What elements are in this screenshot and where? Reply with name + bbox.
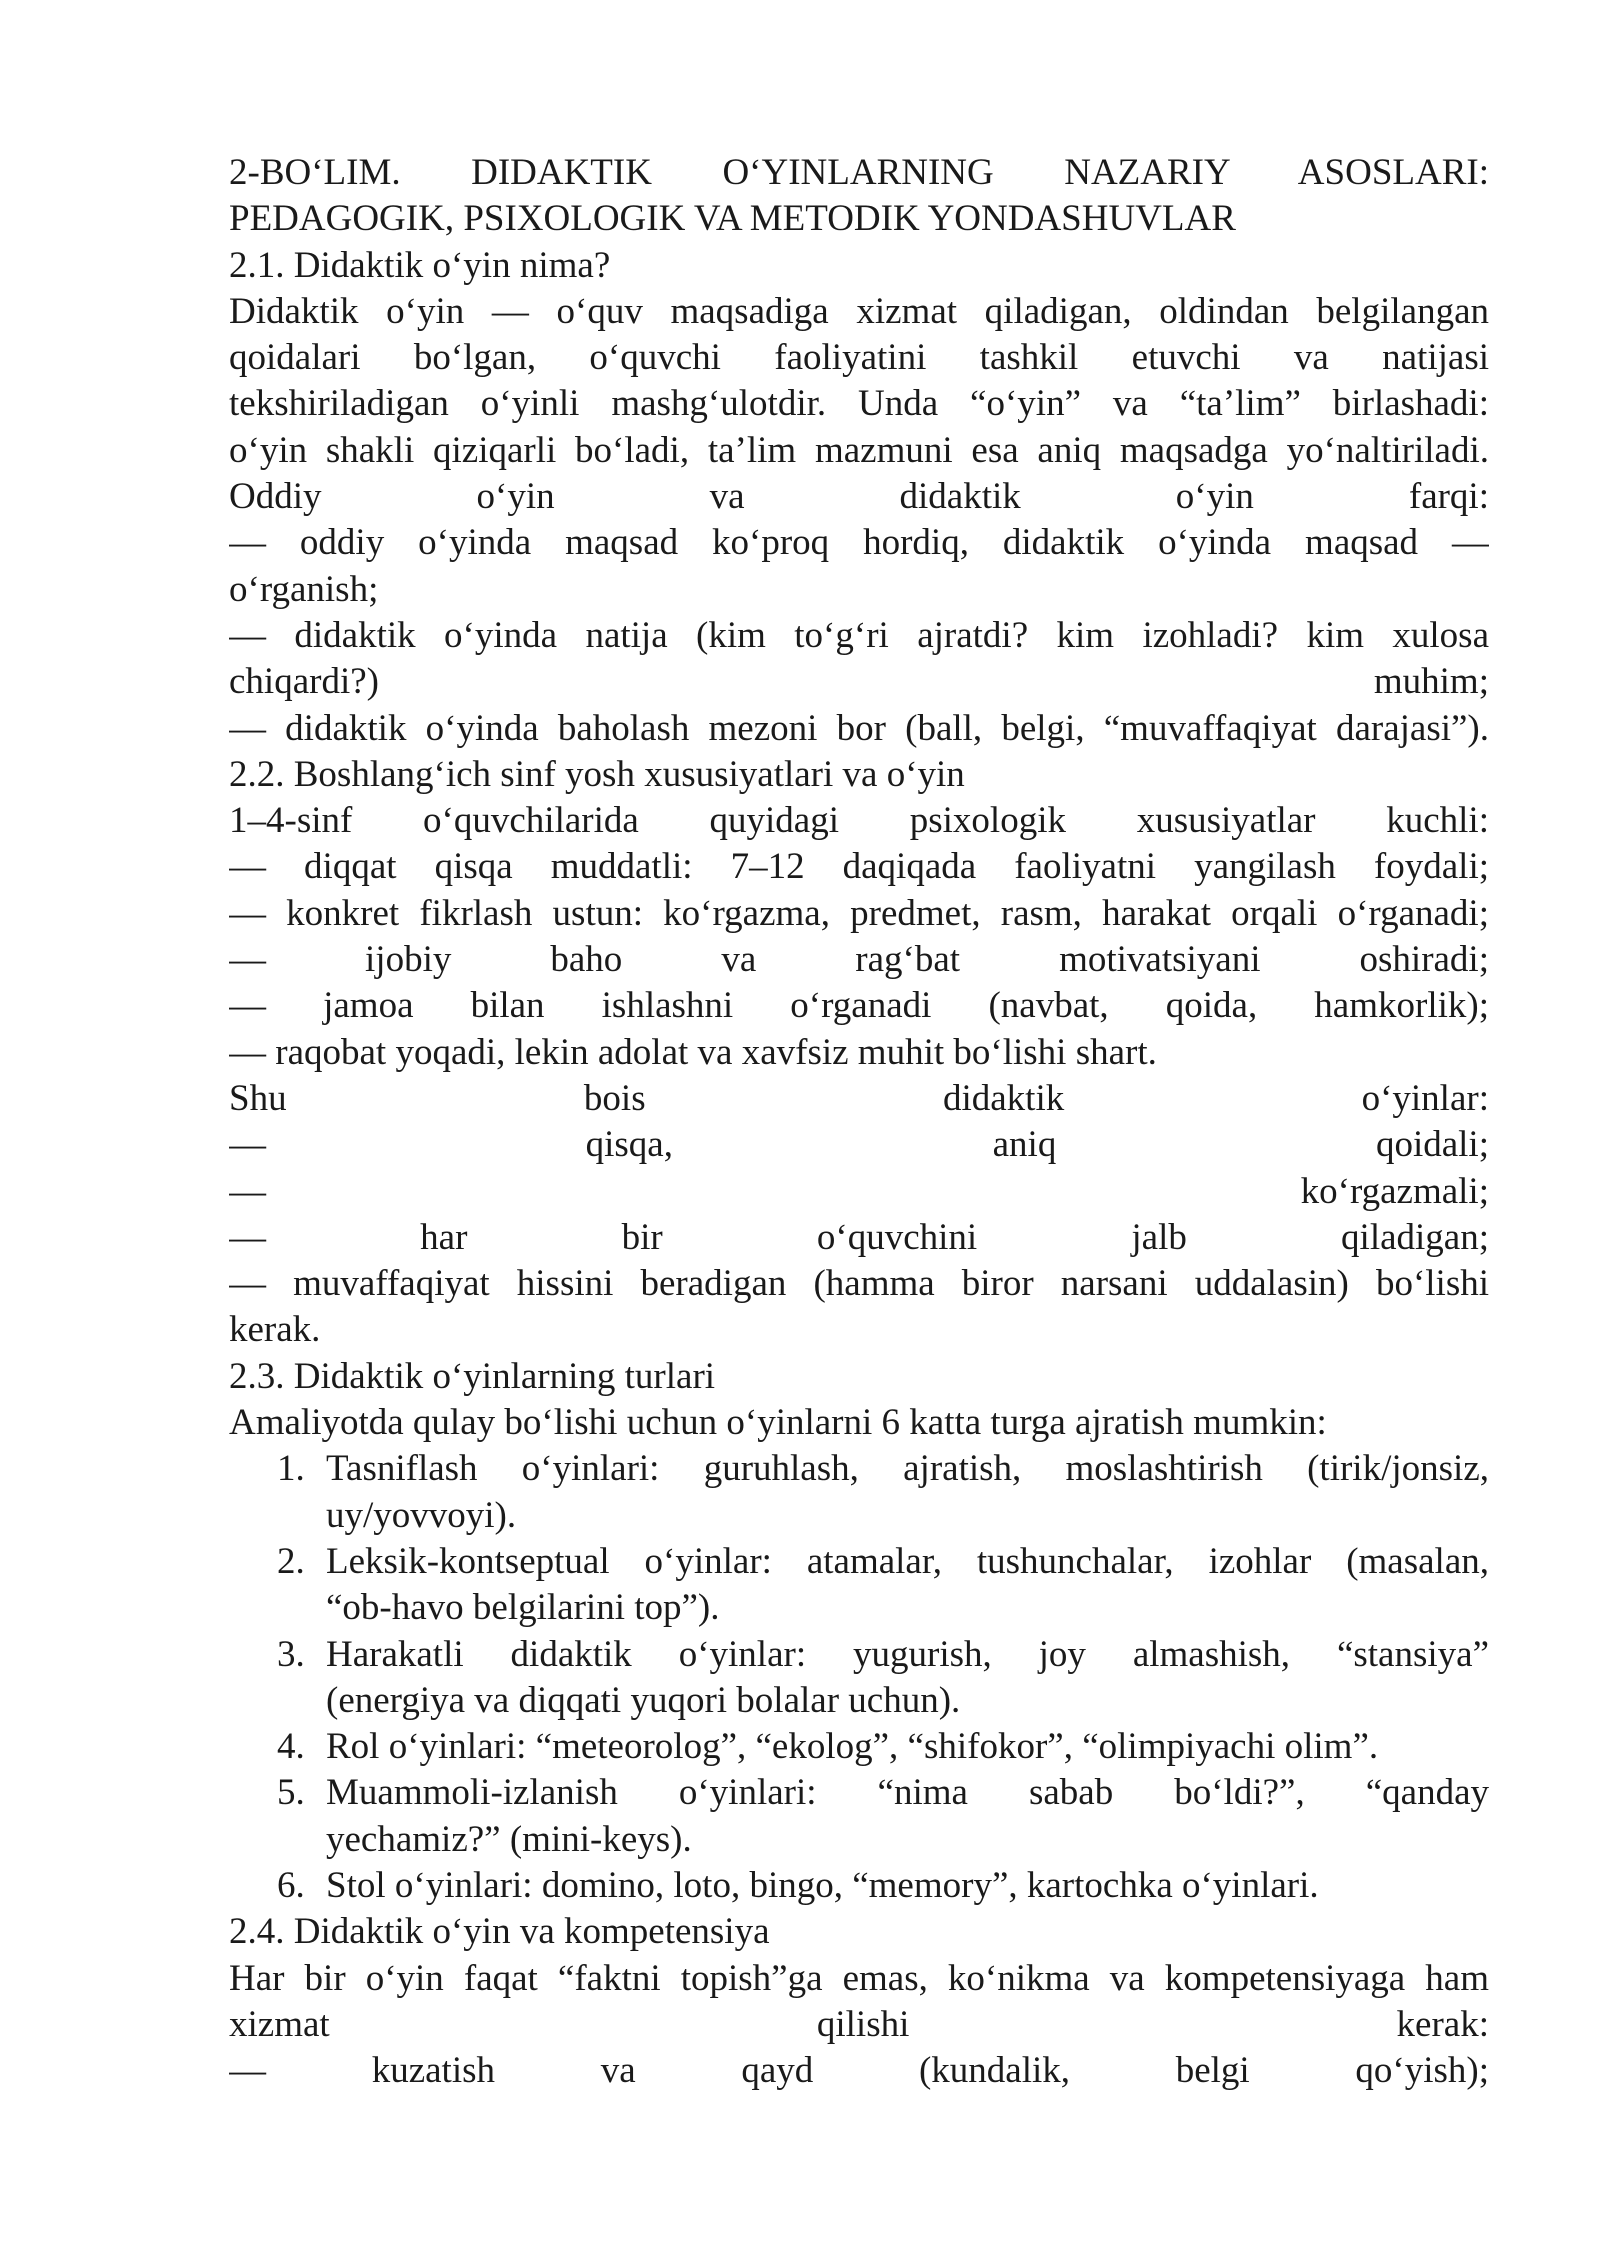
bullet-line: — raqobat yoqadi, lekin adolat va xavfsiz muhit bo‘lishi shart. xyxy=(229,1031,1157,1073)
bullet-line: — ijobiy baho va rag‘bat motivatsiyani oshiradi; xyxy=(229,939,1489,981)
bullet-line: — muvaffaqiyat hissini beradigan (hamma biror narsani uddalasin) bo‘lishi xyxy=(229,1263,1489,1305)
bullet-line: — oddiy o‘yinda maqsad ko‘proq hordiq, didaktik o‘yinda maqsad — xyxy=(229,522,1489,564)
subsection-title-2-1: 2.1. Didaktik o‘yin nima? xyxy=(229,244,611,286)
list-item-number: 4. xyxy=(277,1726,305,1768)
list-item-text: uy/yovvoyi). xyxy=(326,1494,517,1536)
list-item-text: Tasniflash o‘yinlari: guruhlash, ajratish, moslashtirish (tirik/jonsiz, xyxy=(326,1448,1489,1490)
subsection-title-2-4: 2.4. Didaktik o‘yin va kompetensiya xyxy=(229,1911,770,1953)
list-item xyxy=(229,1539,1489,1632)
paragraph-line: Shu bois didaktik o‘yinlar: xyxy=(229,1077,1489,1119)
paragraph-line: xizmat qilishi kerak: xyxy=(229,2003,1489,2045)
list-item xyxy=(229,1863,1489,1909)
list-item-number: 6. xyxy=(277,1864,305,1906)
list-item-text: “ob-havo belgilarini top”). xyxy=(326,1587,720,1629)
list-item xyxy=(229,1632,1489,1725)
paragraph-line: Didaktik o‘yin — o‘quv maqsadiga xizmat qiladigan, oldindan belgilangan xyxy=(229,290,1489,332)
paragraph-line: tekshiriladigan o‘yinli mashg‘ulotdir. Unda “o‘yin” va “ta’lim” birlashadi: xyxy=(229,383,1489,425)
paragraph-line: Har bir o‘yin faqat “faktni topish”ga emas, ko‘nikma va kompetensiyaga ham xyxy=(229,1957,1489,1999)
bullet-line: — har bir o‘quvchini jalb qiladigan; xyxy=(229,1216,1489,1258)
bullet-line: — ko‘rgazmali; xyxy=(229,1170,1489,1212)
list-item xyxy=(229,1724,1489,1770)
numbered-list xyxy=(229,1446,1489,1909)
paragraph-line: 1–4-sinf o‘quvchilarida quyidagi psixologik xususiyatlar kuchli: xyxy=(229,800,1489,842)
bullet-line: — jamoa bilan ishlashni o‘rganadi (navbat, qoida, hamkorlik); xyxy=(229,985,1489,1027)
list-item-number: 1. xyxy=(277,1448,305,1490)
subsection-title-2-2: 2.2. Boshlang‘ich sinf yosh xususiyatlari va o‘yin xyxy=(229,753,965,795)
list-item-text: Stol o‘yinlari: domino, loto, bingo, “memory”, kartochka o‘yinlari. xyxy=(326,1864,1319,1906)
list-item xyxy=(229,1446,1489,1539)
subsection-title-2-3: 2.3. Didaktik o‘yinlarning turlari xyxy=(229,1355,716,1397)
bullet-line: — didaktik o‘yinda natija (kim to‘g‘ri ajratdi? kim izohladi? kim xulosa xyxy=(229,614,1489,656)
list-item-number: 2. xyxy=(277,1540,305,1582)
paragraph-line: kerak. xyxy=(229,1309,321,1351)
list-item xyxy=(229,1770,1489,1863)
bullet-line: — diqqat qisqa muddatli: 7–12 daqiqada faoliyatni yangilash foydali; xyxy=(229,846,1489,888)
document-page xyxy=(229,150,1489,2094)
paragraph-line: qoidalari bo‘lgan, o‘quvchi faoliyatini tashkil etuvchi va natijasi xyxy=(229,337,1489,379)
paragraph-line: Amaliyotda qulay bo‘lishi uchun o‘yinlarni 6 katta turga ajratish mumkin: xyxy=(229,1402,1327,1444)
section-heading-line-1: 2-BO‘LIM. DIDAKTIK O‘YINLARNING NAZARIY ASOSLARI: xyxy=(229,152,1489,193)
list-item-text: yechamiz?” (mini-keys). xyxy=(326,1818,692,1860)
list-item-text: (energiya va diqqati yuqori bolalar uchun). xyxy=(326,1679,961,1721)
paragraph-line: o‘yin shakli qiziqarli bo‘ladi, ta’lim mazmuni esa aniq maqsadga yo‘naltiriladi. xyxy=(229,429,1489,471)
list-item-number: 5. xyxy=(277,1772,305,1814)
bullet-line: o‘rganish; xyxy=(229,568,379,610)
bullet-line: — didaktik o‘yinda baholash mezoni bor (ball, belgi, “muvaffaqiyat darajasi”). xyxy=(229,707,1489,749)
bullet-line: — kuzatish va qayd (kundalik, belgi qo‘yish); xyxy=(229,2050,1489,2092)
list-item-text: Rol o‘yinlari: “meteorolog”, “ekolog”, “shifokor”, “olimpiyachi olim”. xyxy=(326,1726,1379,1768)
paragraph-line: Oddiy o‘yin va didaktik o‘yin farqi: xyxy=(229,476,1489,518)
section-heading-line-2: PEDAGOGIK, PSIXOLOGIK VA METODIK YONDASHUVLAR xyxy=(229,198,1236,240)
list-item-text: Harakatli didaktik o‘yinlar: yugurish, joy almashish, “stansiya” xyxy=(326,1633,1489,1675)
bullet-line: — qisqa, aniq qoidali; xyxy=(229,1124,1489,1166)
bullet-line: chiqardi?) muhim; xyxy=(229,661,1489,703)
list-item-text: Leksik-kontseptual o‘yinlar: atamalar, tushunchalar, izohlar (masalan, xyxy=(326,1540,1489,1582)
list-item-number: 3. xyxy=(277,1633,305,1675)
bullet-line: — konkret fikrlash ustun: ko‘rgazma, predmet, rasm, harakat orqali o‘rganadi; xyxy=(229,892,1489,934)
list-item-text: Muammoli-izlanish o‘yinlari: “nima sabab bo‘ldi?”, “qanday xyxy=(326,1772,1489,1814)
